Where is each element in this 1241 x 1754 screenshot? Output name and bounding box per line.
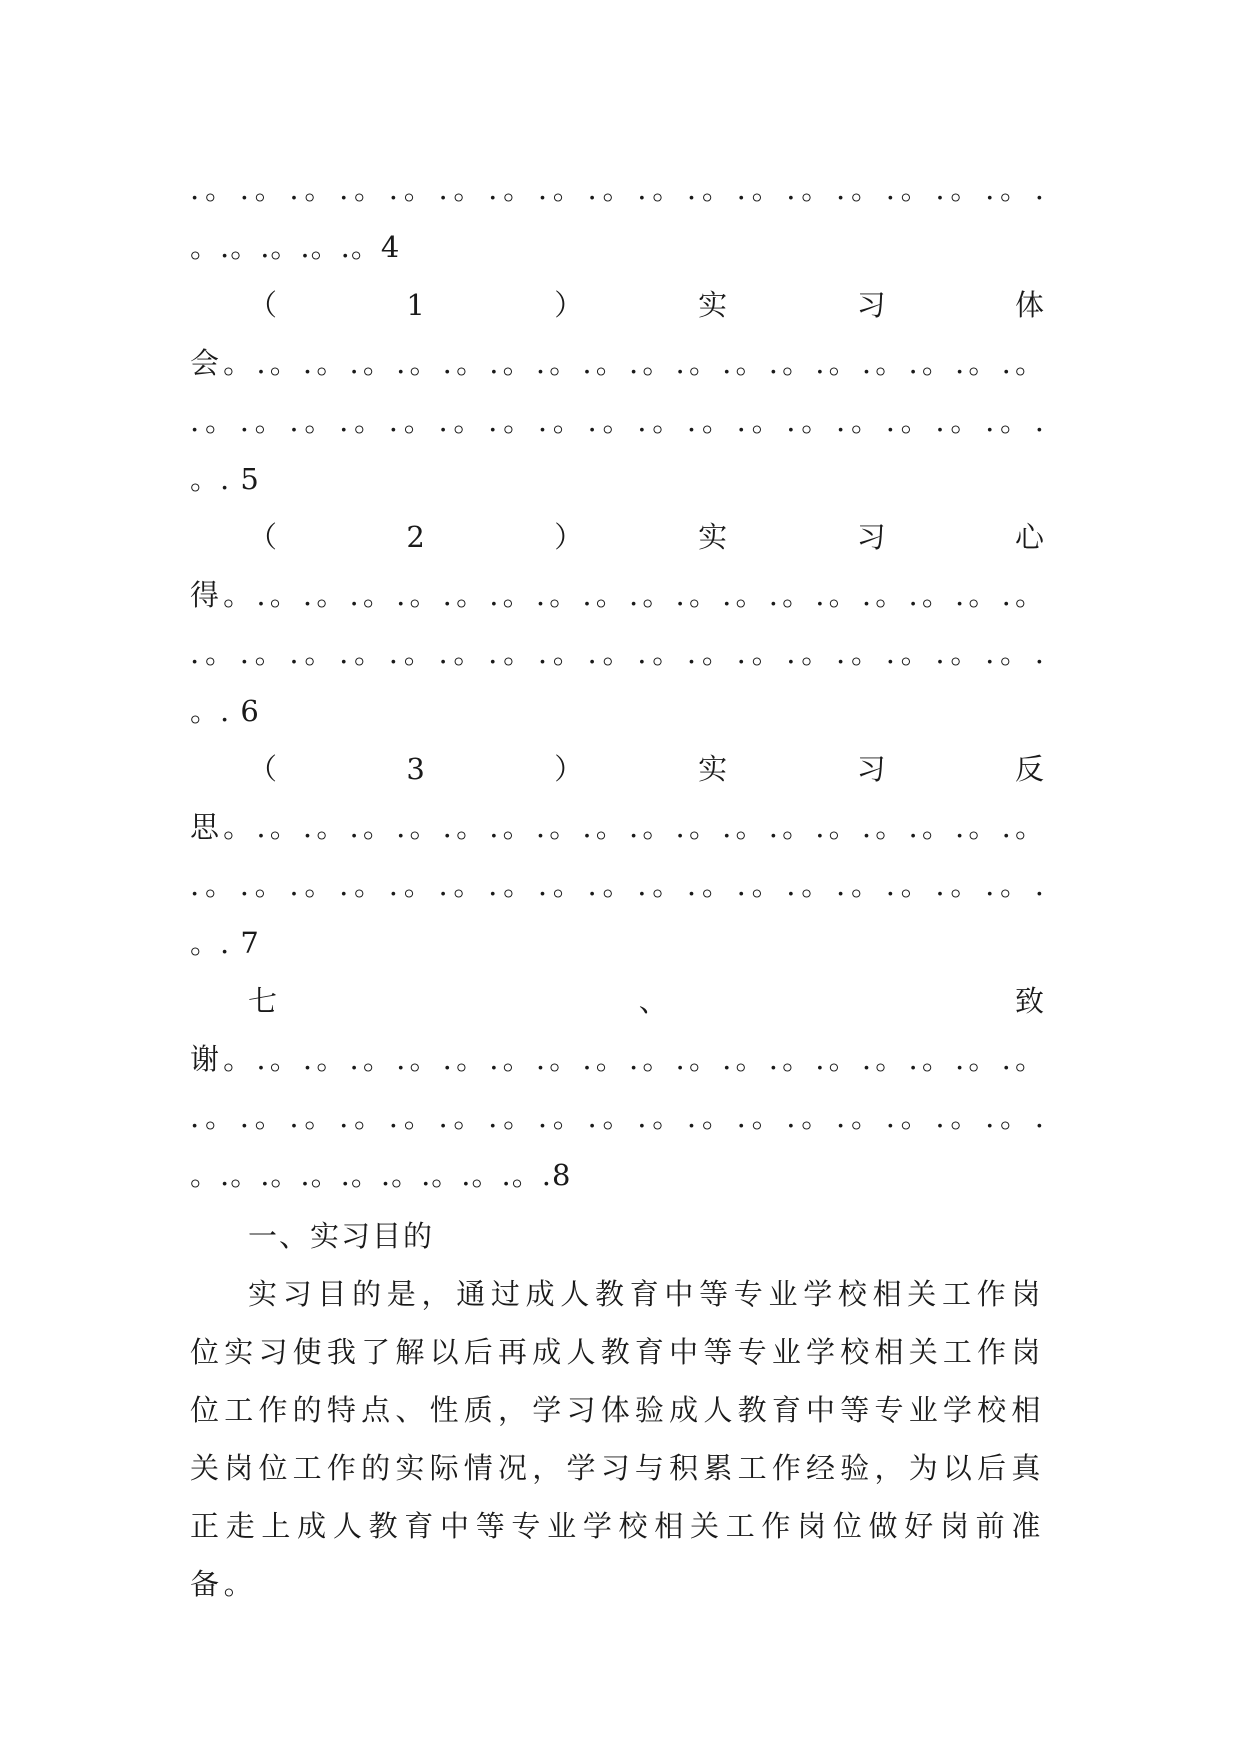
toc-page-number: 。. 7 xyxy=(190,926,260,960)
toc-page-number: 。. 6 xyxy=(190,694,260,728)
toc-leader-line: .。.。.。.。.。.。.。.。.。.。.。.。.。.。.。.。.。. xyxy=(190,404,1045,438)
toc-leader-line: 谢。.。.。.。.。.。.。.。.。.。.。.。.。.。.。.。.。.。 xyxy=(190,1042,1045,1076)
toc-entry-title: （ 2 ） 实 习 心 xyxy=(248,520,1045,554)
toc-leader-line: .。.。.。.。.。.。.。.。.。.。.。.。.。.。.。.。.。. xyxy=(190,636,1045,670)
section-paragraph: 实习目的是，通过成人教育中等专业学校相关工作岗位实习使我了解以后再成人教育中等专业学校相关工作岗位工作的特点、性质，学习体验成人教育中等专业学校相关岗位工作的实际情况，学习与积累工作经验，为以后真正走上成人教育中等专业学校相关工作岗位做好岗前准备。 xyxy=(190,1277,1045,1601)
toc-leader-line: .。.。.。.。.。.。.。.。.。.。.。.。.。.。.。.。.。. xyxy=(190,172,1045,206)
toc-leader-line: .。.。.。.。.。.。.。.。.。.。.。.。.。.。.。.。.。. xyxy=(190,868,1045,902)
section-heading: 一、实习目的 xyxy=(248,1219,435,1253)
toc-leader-line: 思。.。.。.。.。.。.。.。.。.。.。.。.。.。.。.。.。.。 xyxy=(190,810,1045,844)
toc-leader-line: 得。.。.。.。.。.。.。.。.。.。.。.。.。.。.。.。.。.。 xyxy=(190,578,1045,612)
toc-leader-line: 。.。.。.。.。4 xyxy=(190,230,401,264)
toc-entry-title: 七 、 致 xyxy=(248,984,1045,1018)
toc-entry-title: （ 3 ） 实 习 反 xyxy=(248,752,1045,786)
table-of-contents xyxy=(190,160,1045,1204)
toc-page-number: 。. 5 xyxy=(190,462,260,496)
body-section xyxy=(190,1207,1045,1613)
toc-leader-line: 会。.。.。.。.。.。.。.。.。.。.。.。.。.。.。.。.。.。 xyxy=(190,346,1045,380)
toc-page-number: 。.。.。.。.。.。.。.。.。.8 xyxy=(190,1158,572,1192)
toc-entry-title: （ 1 ） 实 习 体 xyxy=(248,288,1045,322)
toc-leader-line: .。.。.。.。.。.。.。.。.。.。.。.。.。.。.。.。.。. xyxy=(190,1100,1045,1134)
